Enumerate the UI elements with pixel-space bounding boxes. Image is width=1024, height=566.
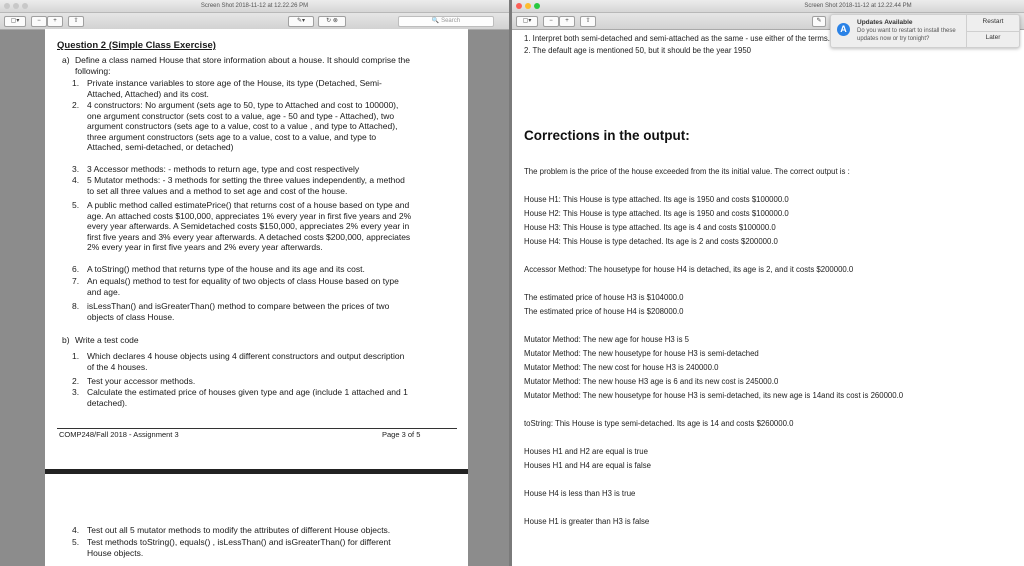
left-titlebar <box>0 0 509 13</box>
list-number: 1. <box>72 78 80 88</box>
markup-pen-button[interactable]: ✎▾ <box>288 16 314 27</box>
restart-button[interactable]: Restart <box>982 18 1004 25</box>
list-line: 5 Mutator methods: - 3 methods for setting the three values independently, a method <box>87 175 405 185</box>
list-item <box>72 78 455 99</box>
notification-line: updates now or try tonight? <box>857 36 930 42</box>
footer-course: COMP248/Fall 2018 - Assignment 3 <box>59 430 179 439</box>
list-line: argument constructors (sets age to a value, cost to a value , and type to Attached), <box>87 121 398 132</box>
notification-divider <box>967 31 1019 32</box>
list-number: 1. <box>72 351 80 361</box>
list-line: every year afterwards. A Semidetached costs $150,000, appreciates 2% every year in <box>87 221 410 232</box>
problem-line: The problem is the price of the house exceeded from the its initial value. The correct output is : <box>524 167 850 176</box>
list-line: age. An attached costs $100,000, appreciates 1% every year in first five years and 2% <box>87 210 412 221</box>
list-item <box>72 175 455 196</box>
list-line: House objects. <box>87 547 144 558</box>
list-line: A toString() method that returns type of the house and its age and its cost. <box>87 264 365 274</box>
zoom-in-button[interactable]: + <box>559 16 575 27</box>
list-line: first five years and 3% every year afterwards. A detached costs $200,000, appreciates <box>87 231 411 242</box>
question-heading: Question 2 (Simple Class Exercise) <box>57 40 216 51</box>
share-icon[interactable]: ⇧ <box>68 16 84 27</box>
list-line: Which declares 4 house objects using 4 different constructors and output description <box>87 351 405 361</box>
list-line: Test methods toString(), equals() , isLessThan() and isGreaterThan() for different <box>87 537 391 547</box>
minimize-dot[interactable] <box>525 3 531 9</box>
list-number: 5. <box>72 200 80 210</box>
equals-line: Houses H1 and H4 are equal is false <box>524 461 651 470</box>
note-line: 2. The default age is mentioned 50, but it should be the year 1950 <box>524 46 751 55</box>
footer-rule <box>57 428 457 429</box>
part-b-intro: Write a test code <box>75 335 139 345</box>
list-item <box>72 525 455 536</box>
list-item <box>72 537 455 558</box>
list-number: 4. <box>72 175 80 185</box>
list-number: 5. <box>72 537 80 547</box>
zoom-in-button[interactable]: + <box>47 16 63 27</box>
house-line: House H1: This House is type attached. Its age is 1950 and costs $100000.0 <box>524 195 789 204</box>
list-line: detached). <box>87 397 128 408</box>
sidebar-toggle-button[interactable]: ▢▾ <box>4 16 26 27</box>
part-a-label: a) <box>62 55 70 65</box>
list-item <box>72 100 455 153</box>
list-number: 8. <box>72 301 80 311</box>
list-line: An equals() method to test for equality of two objects of class House based on type <box>87 276 399 286</box>
greater-than-line: House H1 is greater than H3 is false <box>524 517 650 526</box>
accessor-line: Accessor Method: The housetype for house H4 is detached, its age is 2, and it costs $200000.0 <box>524 265 854 274</box>
list-item <box>72 200 455 253</box>
window-title: Screen Shot 2018-11-12 at 12.22.26 PM <box>200 3 309 9</box>
estimate-line: The estimated price of house H3 is $104000.0 <box>524 293 684 302</box>
list-number: 6. <box>72 264 80 274</box>
list-line: to set all three values and a method to set age and cost of the house. <box>87 185 348 196</box>
mutator-line: Mutator Method: The new housetype for house H3 is semi-detached, its new age is 14and its cost is 260000.0 <box>524 391 904 400</box>
left-toolbar <box>0 13 509 30</box>
less-than-line: House H4 is less than H3 is true <box>524 489 636 498</box>
list-item <box>72 376 455 387</box>
list-item <box>72 301 455 322</box>
markup-pen-button[interactable]: ✎ <box>812 16 826 27</box>
left-preview-window <box>0 0 509 566</box>
list-line: Test out all 5 mutator methods to modify the attributes of different House objects. <box>87 525 391 535</box>
part-a-intro: Define a class named House that store information about a house. It should comprise the following: <box>75 55 410 76</box>
document-page <box>45 29 468 566</box>
list-number: 4. <box>72 525 80 535</box>
window-controls <box>4 3 28 9</box>
window-title: Screen Shot 2018-11-12 at 12.22.44 PM <box>804 3 912 9</box>
list-line: one argument constructor (sets cost to a value, age - 50 and type - Attached), two <box>87 110 395 121</box>
list-line: A public method called estimatePrice() that returns cost of a house based on type and <box>87 200 410 210</box>
list-number: 3. <box>72 387 80 397</box>
list-line: 4 constructors: No argument (sets age to 50, type to Attached and cost to 100000), <box>87 100 399 110</box>
list-line: three argument constructors (sets age to a value, cost to a value, and type to <box>87 131 377 142</box>
note-line: 1. Interpret both semi-detached and semi-attached as the same - use either of the terms. <box>524 34 830 43</box>
search-input[interactable]: 🔍 Search <box>398 16 494 27</box>
close-dot[interactable] <box>4 3 10 9</box>
mutator-line: Mutator Method: The new age for house H3 is 5 <box>524 335 689 344</box>
list-line: isLessThan() and isGreaterThan() method to compare between the prices of two <box>87 301 390 311</box>
list-line: 2% every year in first five years and 2% every year afterwards. <box>87 242 323 253</box>
window-controls <box>516 3 540 9</box>
rotate-button[interactable]: ↻ ⊗ <box>318 16 346 27</box>
list-number: 2. <box>72 376 80 386</box>
zoom-dot[interactable] <box>22 3 28 9</box>
list-line: of the 4 houses. <box>87 361 148 372</box>
mutator-line: Mutator Method: The new housetype for house H3 is semi-detached <box>524 349 759 358</box>
zoom-out-button[interactable]: − <box>31 16 47 27</box>
house-line: House H2: This House is type attached. Its age is 1950 and costs $100000.0 <box>524 209 789 218</box>
right-preview-window <box>512 0 1024 566</box>
minimize-dot[interactable] <box>13 3 19 9</box>
later-button[interactable]: Later <box>985 34 1001 41</box>
list-item <box>72 264 455 275</box>
tostring-line: toString: This House is type semi-detached. Its age is 14 and costs $260000.0 <box>524 419 794 428</box>
part-b-label: b) <box>62 335 70 345</box>
list-line: Calculate the estimated price of houses given type and age (include 1 attached and 1 <box>87 387 408 397</box>
list-line: Attached, Attached) and its cost. <box>87 88 209 99</box>
mutator-line: Mutator Method: The new cost for house H3 is 240000.0 <box>524 363 719 372</box>
list-line: objects of class House. <box>87 311 175 322</box>
list-line: 3 Accessor methods: - methods to return age, type and cost respectively <box>87 164 360 174</box>
list-number: 7. <box>72 276 80 286</box>
list-line: and age. <box>87 286 121 297</box>
share-icon[interactable]: ⇧ <box>580 16 596 27</box>
zoom-dot[interactable] <box>534 3 540 9</box>
right-titlebar <box>512 0 1024 13</box>
equals-line: Houses H1 and H2 are equal is true <box>524 447 648 456</box>
list-item <box>72 351 455 372</box>
corrections-heading: Corrections in the output: <box>524 128 690 143</box>
house-line: House H3: This House is type attached. Its age is 4 and costs $100000.0 <box>524 223 776 232</box>
close-dot[interactable] <box>516 3 522 9</box>
list-number: 2. <box>72 100 80 110</box>
zoom-out-button[interactable]: − <box>543 16 559 27</box>
notification-title: Updates Available <box>857 19 913 26</box>
page-separator <box>45 469 468 474</box>
list-item <box>72 387 455 408</box>
mutator-line: Mutator Method: The new house H3 age is 6 and its new cost is 245000.0 <box>524 377 779 386</box>
list-item <box>72 276 455 297</box>
list-item <box>72 164 455 175</box>
estimate-line: The estimated price of house H4 is $208000.0 <box>524 307 684 316</box>
list-line: Private instance variables to store age of the House, its type (Detached, Semi- <box>87 78 382 88</box>
list-line: Attached, semi-detached, or detached) <box>87 142 234 153</box>
update-notification <box>830 14 1020 48</box>
app-store-icon: A <box>837 23 850 36</box>
list-line: Test your accessor methods. <box>87 376 196 386</box>
sidebar-toggle-button[interactable]: ▢▾ <box>516 16 538 27</box>
footer-page: Page 3 of 5 <box>382 430 421 439</box>
notification-line: Do you want to restart to install these <box>857 28 956 34</box>
list-number: 3. <box>72 164 80 174</box>
house-line: House H4: This House is type detached. Its age is 2 and costs $200000.0 <box>524 237 778 246</box>
